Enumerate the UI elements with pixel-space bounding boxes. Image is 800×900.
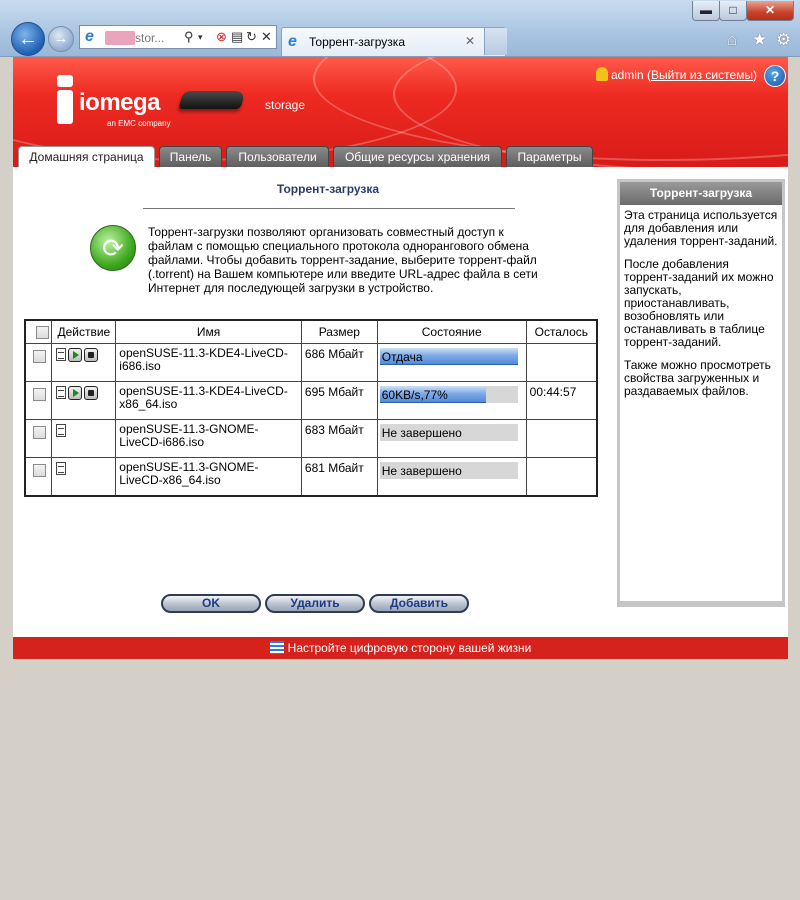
progress-bar (380, 424, 518, 441)
help-icon[interactable]: ? (764, 65, 786, 87)
sidebar-paragraph: Эта страница используется для добавления или удаления торрент-заданий. (624, 208, 778, 248)
tab-settings[interactable]: Параметры (506, 146, 593, 167)
table-header-row (25, 320, 597, 344)
torrent-refresh-icon: ⟳ (90, 225, 136, 271)
home-icon[interactable]: ⌂ (727, 30, 738, 49)
torrent-name: openSUSE-11.3-GNOME-LiveCD-i686.iso (116, 420, 302, 458)
address-url-prefix: http:// (105, 31, 136, 45)
torrent-state: 60KB/s,77% (381, 388, 448, 402)
refresh-icon[interactable]: ↻ (246, 29, 257, 44)
help-sidebar (617, 179, 785, 607)
torrent-state: Не завершено (381, 426, 462, 440)
star-icon[interactable]: ★ (752, 30, 768, 49)
properties-icon[interactable] (56, 462, 66, 475)
torrent-state: Отдача (381, 350, 423, 364)
back-icon: ← (18, 28, 38, 50)
torrent-remaining (526, 420, 597, 458)
col-size: Размер (301, 320, 377, 344)
device-name: storage (265, 98, 306, 112)
forward-icon: → (53, 30, 69, 47)
search-icon[interactable]: ⚲ (184, 29, 194, 44)
tab-home[interactable]: Домашняя страница (18, 146, 155, 167)
row-checkbox[interactable] (33, 350, 46, 363)
browser-chrome (0, 0, 800, 57)
properties-icon[interactable] (56, 348, 66, 361)
certificate-error-icon[interactable]: ⊗ (216, 29, 227, 44)
select-all-cell (25, 320, 52, 344)
back-button[interactable] (11, 22, 45, 56)
progress-bar (380, 462, 518, 479)
compatibility-icon[interactable]: ▤ (231, 29, 244, 44)
table-row (25, 458, 597, 497)
browser-tab-title: Торрент-загрузка (309, 35, 405, 49)
stop-icon[interactable]: ✕ (261, 29, 272, 44)
page-content (13, 57, 788, 655)
ie-page-icon: e (85, 28, 94, 45)
address-url-host: stor... (135, 31, 165, 45)
row-checkbox[interactable] (33, 388, 46, 401)
footer-list-icon (270, 641, 284, 654)
user-icon (596, 67, 608, 81)
new-tab-button[interactable] (484, 28, 507, 55)
torrent-remaining (526, 344, 597, 382)
stop-icon[interactable] (84, 348, 98, 362)
window-minimize-button[interactable]: ▬ (692, 1, 720, 21)
select-all-checkbox[interactable] (36, 326, 49, 339)
play-icon[interactable] (68, 386, 82, 400)
torrent-size: 686 Мбайт (301, 344, 377, 382)
properties-icon[interactable] (56, 386, 66, 399)
device-image (178, 91, 246, 109)
table-row (25, 382, 597, 420)
dropdown-arrow-icon[interactable]: ▾ (198, 32, 203, 42)
logout-paren-open: ( (643, 68, 651, 82)
tab-dashboard[interactable]: Панель (159, 146, 222, 167)
delete-button[interactable]: Удалить (265, 594, 365, 613)
torrent-size: 683 Мбайт (301, 420, 377, 458)
tab-users[interactable]: Пользователи (226, 146, 329, 167)
window-maximize-button[interactable]: □ (719, 1, 747, 21)
row-checkbox[interactable] (33, 464, 46, 477)
tab-shares[interactable]: Общие ресурсы хранения (333, 146, 502, 167)
col-name: Имя (116, 320, 302, 344)
logout-link[interactable]: Выйти из системы (650, 68, 753, 82)
table-row (25, 344, 597, 382)
torrent-remaining (526, 458, 597, 497)
footer-text: Настройте цифровую сторону вашей жизни (287, 641, 532, 655)
brand-name: iomega (79, 89, 161, 116)
brand-subtitle: an EMC company (107, 119, 171, 128)
gear-icon[interactable]: ⚙ (776, 30, 792, 49)
stop-icon[interactable] (84, 386, 98, 400)
torrent-state: Не завершено (381, 464, 462, 478)
sidebar-title: Торрент-загрузка (620, 182, 782, 205)
properties-icon[interactable] (56, 424, 66, 437)
col-remaining: Осталось (526, 320, 597, 344)
progress-bar (380, 386, 518, 403)
footer-bar (13, 637, 788, 659)
sidebar-body (620, 205, 782, 601)
add-button[interactable]: Добавить (369, 594, 469, 613)
info-text: Торрент-загрузки позволяют организовать совместный доступ к файлам с помощью специального протокола однорангового обмена файлами. Чтобы добавить торрент-задание, выберите торрент-файл (.torrent) на Вашем компьютере или введите URL-адрес файла в сети Интернет для последующей загрузки в устройство. (148, 225, 538, 295)
torrent-table (24, 319, 598, 497)
ie-tab-icon: e (288, 33, 297, 50)
torrent-name: openSUSE-11.3-KDE4-LiveCD-x86_64.iso (116, 382, 302, 420)
logout-paren-close: ) (753, 68, 757, 82)
app-header (13, 57, 788, 167)
sidebar-paragraph: Также можно просмотреть свойства загруженных и раздаваемых файлов. (624, 358, 771, 398)
address-url[interactable] (105, 31, 164, 45)
torrent-name: openSUSE-11.3-KDE4-LiveCD-i686.iso (116, 344, 302, 382)
col-state: Состояние (377, 320, 526, 344)
user-box (596, 67, 757, 82)
progress-bar (380, 348, 518, 365)
play-icon[interactable] (68, 348, 82, 362)
sidebar-paragraph: После добавления торрент-заданий их можно запускать, приостанавливать, возобновлять или останавливать в таблице торрент-заданий. (624, 257, 774, 349)
tab-close-icon[interactable]: ✕ (464, 34, 475, 48)
window-close-button[interactable]: ✕ (746, 1, 794, 21)
ok-button[interactable]: OK (161, 594, 261, 613)
col-action: Действие (52, 320, 116, 344)
forward-button[interactable] (48, 26, 74, 52)
title-divider (143, 208, 515, 209)
table-row (25, 420, 597, 458)
torrent-size: 695 Мбайт (301, 382, 377, 420)
torrent-remaining: 00:44:57 (526, 382, 597, 420)
torrent-size: 681 Мбайт (301, 458, 377, 497)
browser-tab-active[interactable] (281, 27, 506, 56)
torrent-name: openSUSE-11.3-GNOME-LiveCD-x86_64.iso (116, 458, 302, 497)
user-name: admin (610, 68, 644, 82)
page-title: Торрент-загрузка (276, 182, 380, 196)
iomega-logo-mark (55, 75, 75, 125)
address-bar[interactable] (79, 25, 277, 49)
row-checkbox[interactable] (33, 426, 46, 439)
